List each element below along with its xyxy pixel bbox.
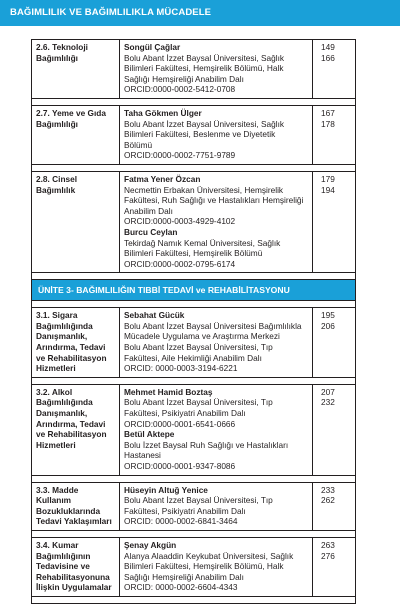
author-name: Betül Aktepe — [124, 429, 175, 440]
author-affiliation-line: Bilimleri Fakültesi, Hemşirelik Bölümü — [124, 248, 263, 259]
page-number: 166 — [321, 52, 335, 63]
row-spacer-cell — [32, 530, 356, 537]
row-spacer-cell — [32, 98, 356, 105]
authors-cell — [120, 384, 313, 475]
author-affiliation-line: Alanya Alaaddin Keykubat Üniversitesi, Sağlık — [124, 550, 294, 561]
section-title — [32, 482, 120, 530]
author-affiliation-line: Bolu Abant İzzet Baysal Üniversitesi, Tıp — [124, 495, 273, 506]
section-title — [32, 384, 120, 475]
section-title-line: Bağımlılığında — [36, 320, 93, 331]
authors-cell — [120, 308, 313, 378]
header-bar — [0, 0, 400, 26]
author-name: Taha Gökmen Ülger — [124, 107, 202, 118]
section-title-line: Rehabilitasyonuna — [36, 571, 110, 582]
row-spacer-cell — [32, 377, 356, 384]
unit-heading: ÜNİTE 3- BAĞIMLILIĞIN TIBBİ TEDAVİ ve REHABİLİTASYONU — [32, 280, 356, 301]
section-title-line: Tedavisine ve — [36, 561, 90, 572]
author-affiliation-line: Hastanesi — [124, 450, 161, 461]
author-affiliation-line: ORCID: 0000-0002-6841-3464 — [124, 516, 238, 527]
row-spacer — [32, 301, 356, 308]
page-number: 195 — [321, 310, 335, 321]
author-affiliation-line: Bolu Abant İzzet Baysal Üniversitesi, Sağlık — [124, 118, 285, 129]
section-title-line: Hizmetleri — [36, 363, 76, 374]
section-title-line: 2.7. Yeme ve Gıda — [36, 107, 106, 118]
page-number: 178 — [321, 118, 335, 129]
author-affiliation-line: Fakültesi, Psikiyatri Anabilim Dalı — [124, 505, 246, 516]
author-affiliation-line: Bolu İzzet Baysal Ruh Sağlığı ve Hastalıkları — [124, 439, 289, 450]
section-title-line: Hizmetleri — [36, 439, 76, 450]
author-affiliation-line: Bolu Abant İzzet Baysal Üniversitesi, Tıp — [124, 397, 273, 408]
section-title-line: 2.6. Teknoloji — [36, 42, 88, 52]
section-title-line: Danışmanlık, — [36, 331, 88, 342]
authors-cell — [120, 171, 313, 272]
authors-cell — [120, 105, 313, 164]
section-title-line: Tedavi Yaklaşımları — [36, 516, 112, 527]
toc-row — [32, 384, 356, 475]
row-spacer-cell — [32, 475, 356, 482]
author-affiliation-line: ORCID: 0000-0003-3194-6221 — [124, 363, 238, 374]
author-affiliation-line: Sağlığı Hemşireliği Anabilim Dalı — [124, 73, 244, 84]
page-number: 149 — [321, 42, 335, 52]
page-range — [313, 171, 356, 272]
section-title-line: 3.3. Madde Kullanım — [36, 484, 79, 506]
row-spacer — [32, 530, 356, 537]
page-range — [313, 40, 356, 99]
section-title-line: İlişkin Uygulamalar — [36, 582, 112, 593]
toc-row — [32, 482, 356, 530]
author-affiliation-line: ORCID:0000-0003-4929-4102 — [124, 216, 236, 227]
page-number: 207 — [321, 386, 335, 397]
author-name: Fatma Yener Özcan — [124, 173, 201, 184]
author-name: Hüseyin Altuğ Yenice — [124, 484, 208, 495]
authors-cell — [120, 40, 313, 99]
section-title-line: Bağımlılığı — [36, 118, 78, 129]
section-title-line: Bağımlılığında — [36, 397, 93, 408]
section-title-line: Bozukluklarında — [36, 505, 101, 516]
toc-row — [32, 537, 356, 596]
authors-cell — [120, 537, 313, 596]
author-affiliation-line: ORCID:0000-0002-5412-0708 — [124, 84, 236, 95]
section-title-line: Bağımlılığı — [36, 52, 78, 63]
page-range — [313, 537, 356, 596]
author-affiliation-line: Bilimleri Fakültesi, Beslenme ve Diyetetik — [124, 129, 276, 140]
section-title-line: Danışmanlık, — [36, 408, 88, 419]
section-title-line: 2.8. Cinsel Bağımlılık — [36, 173, 78, 195]
table-of-contents — [31, 39, 356, 604]
author-affiliation-line: Bilimleri Fakültesi, Hemşirelik Bölümü, Halk — [124, 63, 284, 74]
row-spacer-cell — [32, 301, 356, 308]
author-name: Burcu Ceylan — [124, 226, 178, 237]
section-title-line: 3.2. Alkol — [36, 386, 73, 397]
author-name: Mehmet Hamid Boztaş — [124, 386, 213, 397]
author-affiliation-line: Fakültesi, Ruh Sağlığı ve Hastalıkları Hemşireliği — [124, 195, 304, 206]
row-spacer — [32, 98, 356, 105]
author-affiliation-line: Mücadele Uygulama ve Araştırma Merkezi — [124, 331, 280, 342]
section-title-line: Arındırma, Tedavi — [36, 418, 106, 429]
section-title — [32, 171, 120, 272]
author-name: Şenay Akgün — [124, 539, 177, 550]
section-title-line: 3.4. Kumar — [36, 539, 79, 550]
unit-heading-row — [32, 280, 356, 301]
page-number: 262 — [321, 495, 335, 506]
section-title-line: Bağımlılığının — [36, 550, 91, 561]
page-number: 167 — [321, 107, 335, 118]
page-number: 232 — [321, 397, 335, 408]
row-spacer-cell — [32, 164, 356, 171]
section-title-line: ve Rehabilitasyon — [36, 352, 107, 363]
toc-row — [32, 308, 356, 378]
row-spacer — [32, 273, 356, 280]
author-affiliation-line: ORCID:0000-0001-9347-8086 — [124, 461, 236, 471]
author-affiliation-line: ORCID:0000-0001-6541-0666 — [124, 418, 236, 429]
author-affiliation-line: ORCID: 0000-0002-6604-4343 — [124, 582, 238, 593]
page-number: 179 — [321, 173, 335, 184]
row-spacer — [32, 164, 356, 171]
author-affiliation-line: Necmettin Erbakan Üniversitesi, Hemşirelik — [124, 184, 284, 195]
toc-row — [32, 171, 356, 272]
section-title — [32, 105, 120, 164]
section-title-line: 3.1. Sigara — [36, 310, 78, 321]
page-range — [313, 105, 356, 164]
authors-cell — [120, 482, 313, 530]
author-affiliation-line: Bilimleri Fakültesi, Hemşirelik Bölümü, Halk — [124, 561, 284, 572]
author-affiliation-line: Bölümü — [124, 139, 153, 150]
row-spacer — [32, 377, 356, 384]
toc-row — [32, 105, 356, 164]
page-range — [313, 308, 356, 378]
section-title — [32, 537, 120, 596]
author-affiliation-line: ORCID:0000-0002-0795-6174 — [124, 258, 236, 269]
author-affiliation-line: Bolu Abant İzzet Baysal Üniversitesi, Tıp — [124, 342, 273, 353]
page-range — [313, 384, 356, 475]
author-name: Sebahat Gücük — [124, 310, 185, 321]
author-affiliation-line: Bolu Abant İzzet Baysal Üniversitesi, Sağlık — [124, 52, 285, 63]
author-affiliation-line: Fakültesi, Psikiyatri Anabilim Dalı — [124, 408, 246, 419]
author-affiliation-line: Tekirdağ Namık Kemal Üniversitesi, Sağlık — [124, 237, 281, 248]
section-title-line: ve Rehabilitasyon — [36, 429, 107, 440]
page-number: 194 — [321, 184, 335, 195]
author-affiliation-line: Fakültesi, Aile Hekimliği Anabilim Dalı — [124, 352, 262, 363]
author-affiliation-line: ORCID:0000-0002-7751-9789 — [124, 150, 236, 161]
page-range — [313, 482, 356, 530]
section-title-line: Arındırma, Tedavi — [36, 342, 106, 353]
page-number: 206 — [321, 320, 335, 331]
header-title: BAĞIMLILIK VE BAĞIMLILIKLA MÜCADELE — [10, 7, 212, 18]
author-affiliation-line: Sağlığı Hemşireliği Anabilim Dalı — [124, 571, 244, 582]
author-name: Songül Çağlar — [124, 42, 181, 52]
toc-row — [32, 40, 356, 99]
page-number: 276 — [321, 550, 335, 561]
author-affiliation-line: Anabilim Dalı — [124, 205, 173, 216]
page-number: 263 — [321, 539, 335, 550]
row-spacer — [32, 475, 356, 482]
row-spacer-cell — [32, 273, 356, 280]
page-number: 233 — [321, 484, 335, 495]
author-affiliation-line: Bolu Abant İzzet Baysal Üniversitesi Bağımlılıkla — [124, 320, 302, 331]
section-title — [32, 308, 120, 378]
section-title — [32, 40, 120, 99]
